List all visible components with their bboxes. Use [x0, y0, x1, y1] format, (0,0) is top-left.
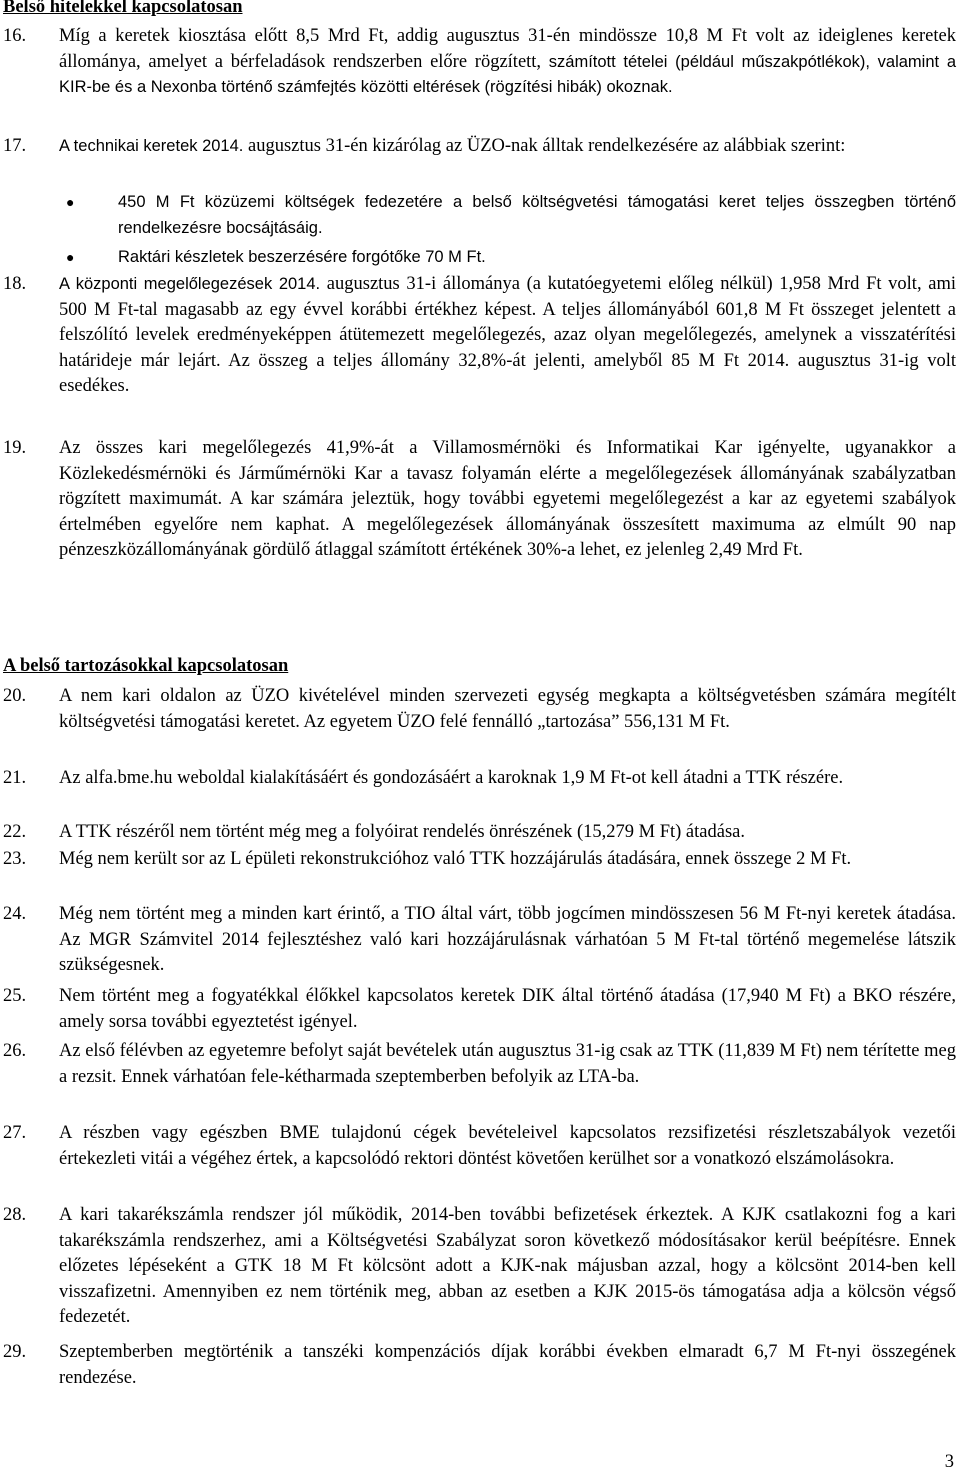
- bullet-item: [0, 190, 960, 241]
- list-item-29: [0, 1340, 960, 1391]
- item-number: 17.: [3, 136, 27, 156]
- bullet-item: [0, 245, 960, 271]
- item-number: 16.: [3, 26, 27, 46]
- list-item-21: [0, 766, 960, 792]
- item-text: Még nem került sor az L épületi rekonstrukcióhoz való TTK hozzájárulás átadására, ennek összege 2 M Ft.: [59, 849, 852, 869]
- list-item-19: [0, 436, 960, 564]
- item-number: 19.: [3, 438, 27, 458]
- item-number: 21.: [3, 768, 27, 788]
- item-number: 28.: [3, 1205, 27, 1225]
- list-item-26: [0, 1039, 960, 1090]
- list-item-24: [0, 902, 960, 979]
- item-text: A részben vagy egészben BME tulajdonú cégek bevételeivel kapcsolatos rezsifizetési részletszabályok vezetői értekezleti vitái a végéhez értek, a kapcsolódó rektori döntést követően kerülhet sor a vonatkozó elszámolásokra.: [59, 1123, 956, 1169]
- bullet-text: 450 M Ft közüzemi költségek fedezetére a belső költségvetési támogatási keret teljes összegben történő rendelkezésre bocsájtásáig.: [118, 193, 956, 237]
- item-text-continued: számított tételei (például műszakpótlékok), valamint a KIR-be és a Nexonba történő számfejtés közötti eltérések (rögzítési hibák) okoznak.: [59, 52, 956, 96]
- list-item-17: [0, 134, 960, 160]
- bullet-text: Raktári készletek beszerzésére forgótőke 70 M Ft.: [118, 248, 486, 266]
- item-number: 26.: [3, 1041, 27, 1061]
- item-number: 25.: [3, 986, 27, 1006]
- item-number: 27.: [3, 1123, 27, 1143]
- list-item-27: [0, 1121, 960, 1172]
- item-text: A TTK részéről nem történt még meg a folyóirat rendelés önrészének (15,279 M Ft) átadása.: [59, 822, 745, 842]
- item-number: 24.: [3, 904, 27, 924]
- list-item-25: [0, 984, 960, 1035]
- item-text: A nem kari oldalon az ÜZO kivételével minden szervezeti egység megkapta a költségvetésben számára megítélt költségvetési támogatási keretet. Az egyetem ÜZO felé fennálló „tartozása” 556,131 M Ft.: [59, 686, 956, 732]
- item-text: A technikai keretek 2014.: [59, 137, 244, 155]
- item-text: Szeptemberben megtörténik a tanszéki kompenzációs díjak korábbi években elmaradt 6,7 M Ft-nyi összegének rendezése.: [59, 1342, 956, 1388]
- item-number: 22.: [3, 822, 27, 842]
- item-text: Míg a keretek kiosztása előtt 8,5 Mrd Ft, addig augusztus 31-én mindössze 10,8 M Ft volt az ideiglenes keretek állománya, amelyet a bérfeladások rendszerben előre rögzített,: [59, 26, 956, 72]
- item-text-continued: augusztus 31-én kizárólag az ÜZO-nak álltak rendelkezésére az alábbiak szerint:: [243, 136, 846, 156]
- item-text: Még nem történt meg a minden kart érintő, a TIO által várt, több jogcímen mindösszesen 56 M Ft-nyi keretek átadása. Az MGR Számvitel 2014 fejlesztéshez való kari hozzájárulásnak várhatóan 5 M Ft-tal történő megemelése látszik szükségesnek.: [59, 904, 956, 975]
- section-heading-belso-tartozasok: A belső tartozásokkal kapcsolatosan: [3, 656, 289, 676]
- list-item-28: [0, 1203, 960, 1331]
- bullet-icon: ●: [66, 249, 75, 265]
- item-number: 29.: [3, 1342, 27, 1362]
- item-text: Az alfa.bme.hu weboldal kialakításáért és gondozásáért a karoknak 1,9 M Ft-ot kell átadni a TTK részére.: [59, 768, 844, 788]
- item-text-continued: augusztus 31-i állománya (a kutatóegyetemi előleg nélkül) 1,958 Mrd Ft volt, ami 500 M Ft-tal magasabb az egy évvel korábbi értékhez képest. A teljes állományából 601,8 M Ft összeget jelentett a felszólító levelek eredményeképpen átütemezett megelőlegezés, azaz olyan megelőlegezés, amelynek a visszatérítési határideje már lejárt. Az összeg a teljes állomány 32,8%-át jelenti, amelyből 85 M Ft 2014. augusztus 31-ig volt esedékes.: [59, 274, 956, 396]
- item-text: A kari takarékszámla rendszer jól működik, 2014-ben további befizetések érkeztek. A KJK csatlakozni fog a kari takarékszámla rendszerhez, ami a Költségvetési Szabályzat soron következő módosításakor kerül beépítésre. Ennek előzetes lépéseként a GTK 18 M Ft kölcsönt adott a KJK-nak májusban azzal, hogy a kölcsönt 2014-ben kell visszafizetni. Amennyiben ez nem történik meg, abban az esetben a KJK 2015-ös támogatása adja a kölcsön végső fedezetét.: [59, 1205, 956, 1327]
- item-number: 18.: [3, 274, 27, 294]
- bullet-icon: ●: [66, 194, 75, 210]
- section-heading-belso-hitelek: Belső hitelekkel kapcsolatosan: [3, 0, 243, 17]
- item-text: A központi megelőlegezések 2014.: [59, 275, 321, 293]
- page-number: 3: [944, 1452, 954, 1472]
- item-text: Az összes kari megelőlegezés 41,9%-át a Villamosmérnöki és Informatikai Kar igényelte, ugyanakkor a Közlekedésmérnöki és Járműmérnöki Kar a tavasz folyamán elérte a megelőlegezések állományának szabályzatban rögzített maximumát. A kar számára jeleztük, hogy további egyetemi megelőlegezést a kar az egyetemi szabályok értelmében egyelőre nem kaphat. A megelőlegezések állományának összesített maximuma az elmúlt 90 nap pénzeszközállományának gördülő átlaggal számított értékének 30%-a lehet, ez jelenleg 2,49 Mrd Ft.: [59, 438, 956, 560]
- list-item-20: [0, 684, 960, 735]
- list-item-16: [0, 24, 960, 101]
- item-text: Nem történt meg a fogyatékkal élőkkel kapcsolatos keretek DIK által történő átadása (17,940 M Ft) a BKO részére, amely sorsa további egyeztetést igényel.: [59, 986, 956, 1032]
- list-item-22: [0, 820, 960, 846]
- item-text: Az első félévben az egyetemre befolyt saját bevételek után augusztus 31-ig csak az TTK (11,839 M Ft) nem térítette meg a rezsit. Ennek várhatóan fele-kétharmada szeptemberben befolyik az LTA-ba.: [59, 1041, 956, 1087]
- list-item-23: [0, 847, 960, 873]
- item-number: 23.: [3, 849, 27, 869]
- list-item-18: [0, 272, 960, 400]
- item-number: 20.: [3, 686, 27, 706]
